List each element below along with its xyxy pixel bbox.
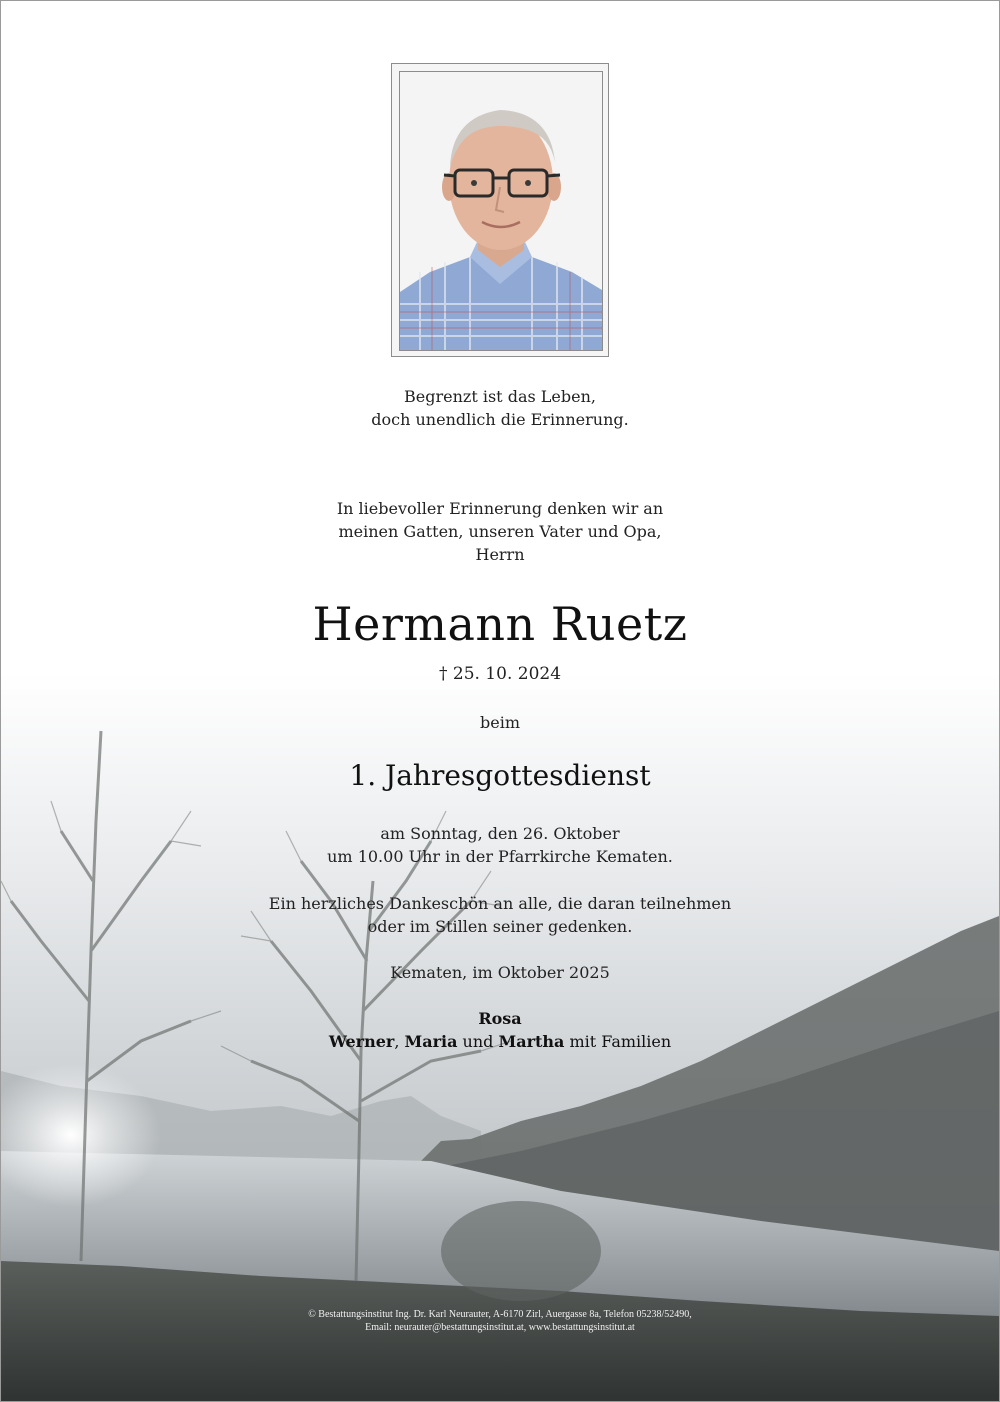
signer-suffix: mit Familien — [564, 1032, 672, 1051]
place-date: Kematen, im Oktober 2025 — [390, 963, 610, 982]
thanks-text — [1, 892, 999, 938]
footer-line-2: Email: neurauter@bestattungsinstitut.at, www.bestattungsinstitut.at — [365, 1322, 635, 1333]
intro-line-1: In liebevoller Erinnerung denken wir an — [336, 499, 664, 518]
quote-line-1: Begrenzt ist das Leben, — [404, 387, 596, 406]
portrait-photo — [399, 71, 603, 351]
signer-separator-1: , — [394, 1032, 405, 1051]
quote-line-2: doch unendlich die Erinnerung. — [371, 410, 629, 429]
death-date: † 25. 10. 2024 — [438, 664, 562, 684]
quote — [1, 385, 999, 431]
bush — [441, 1201, 601, 1301]
service-prefix: beim — [480, 713, 520, 732]
footer-line-1: © Bestattungsinstitut Ing. Dr. Karl Neurauter, A-6170 Zirl, Auergasse 8a, Telefon 05238/52490, — [308, 1309, 692, 1320]
service-line-1: am Sonntag, den 26. Oktober — [380, 824, 620, 843]
thanks-line-2: oder im Stillen seiner gedenken. — [367, 917, 633, 936]
thanks-line-1: Ein herzliches Dankeschön an alle, die daran teilnehmen — [268, 894, 732, 913]
service-title: 1. Jahresgottesdienst — [349, 759, 651, 792]
service-line-2: um 10.00 Uhr in der Pfarrkirche Kematen. — [327, 847, 673, 866]
intro-text — [1, 497, 999, 566]
deceased-name: Hermann Ruetz — [312, 597, 688, 651]
service-details — [1, 822, 999, 868]
signer-werner: Werner — [328, 1032, 395, 1051]
signer-maria: Maria — [404, 1032, 458, 1051]
signer-martha: Martha — [498, 1032, 565, 1051]
intro-line-2: meinen Gatten, unseren Vater und Opa, — [338, 522, 662, 541]
portrait-frame — [391, 63, 609, 357]
signer-rosa: Rosa — [478, 1009, 522, 1028]
signers — [1, 1007, 999, 1053]
intro-line-3: Herrn — [475, 545, 525, 564]
footer-credits — [1, 1308, 999, 1334]
signer-separator-2: und — [457, 1032, 499, 1051]
portrait-image — [400, 72, 602, 350]
